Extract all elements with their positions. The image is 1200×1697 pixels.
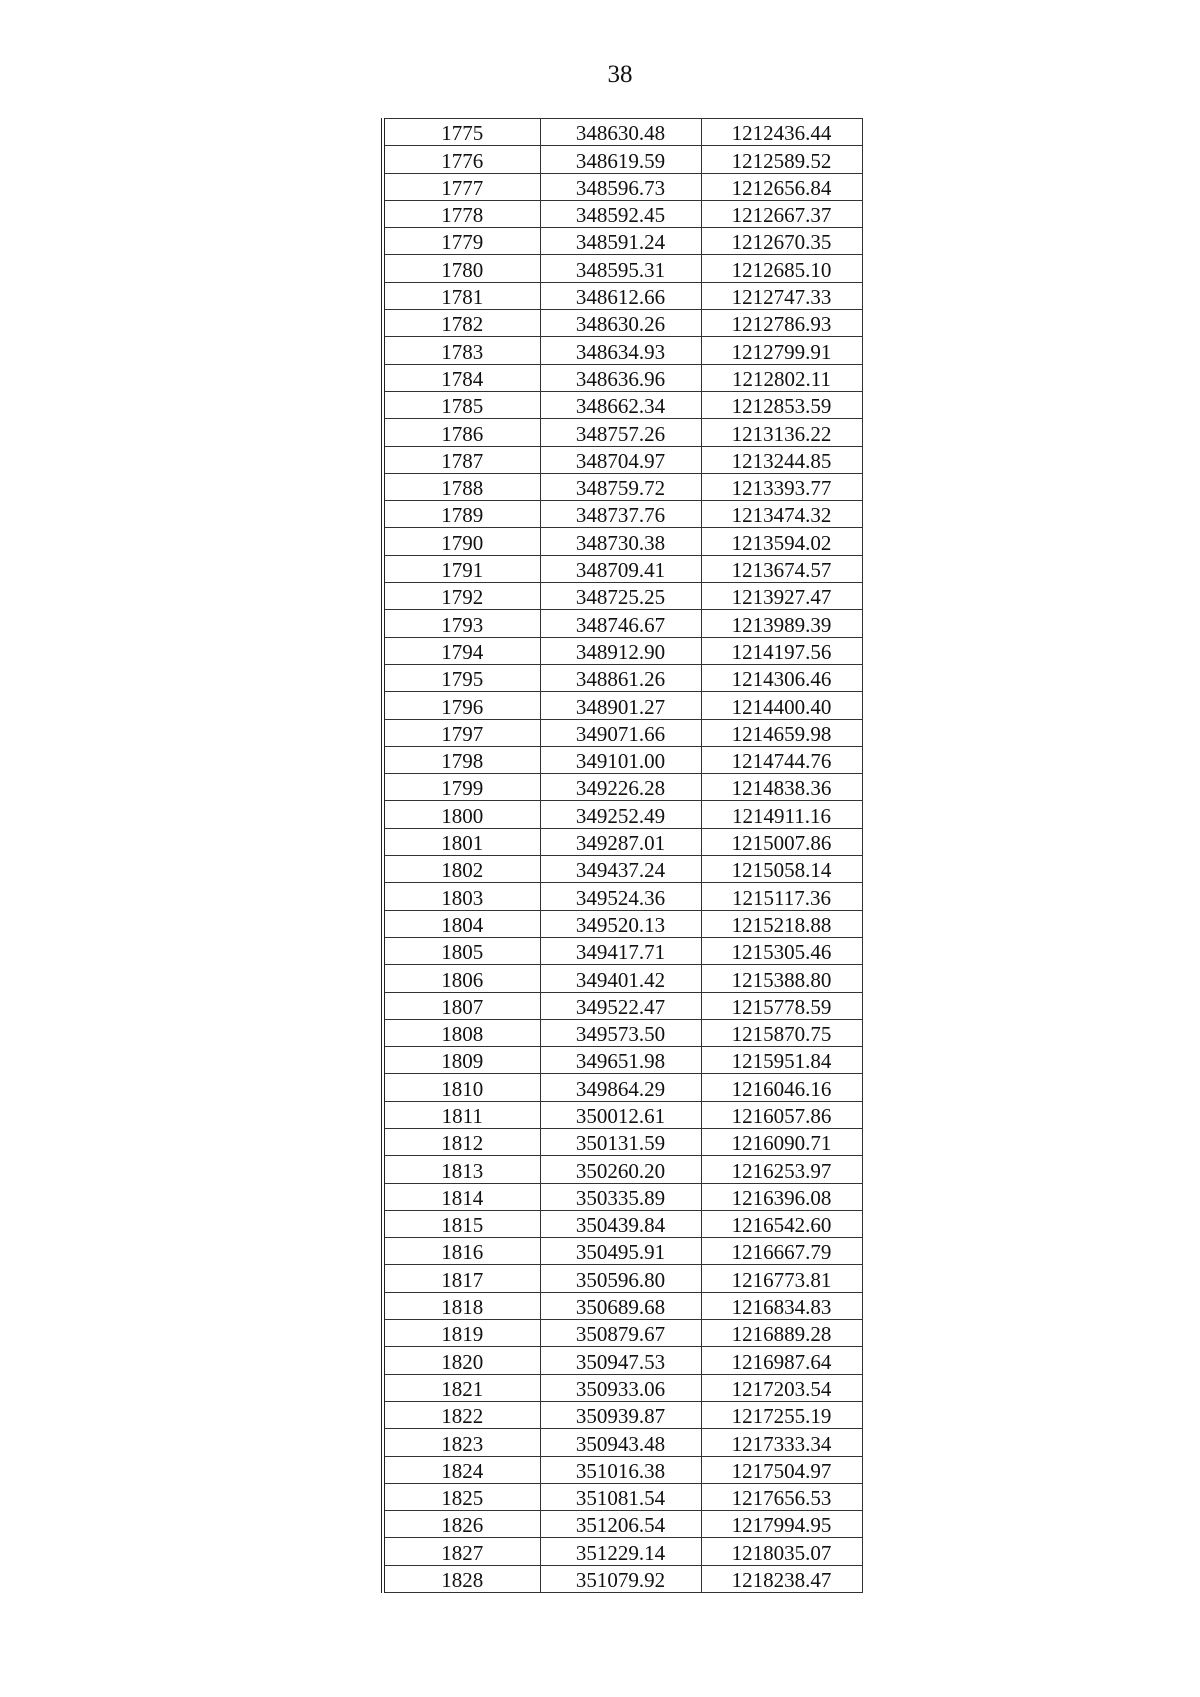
x-coordinate-cell: 348709.41: [540, 555, 701, 582]
table-row: [383, 282, 862, 309]
point-number-cell: 1827: [383, 1538, 540, 1565]
point-number-cell: 1797: [383, 719, 540, 746]
x-coordinate-cell: 350689.68: [540, 1292, 701, 1319]
table-row: [383, 255, 862, 282]
table-row: [383, 637, 862, 664]
point-number-cell: 1778: [383, 200, 540, 227]
table-row: [383, 801, 862, 828]
y-coordinate-cell: 1214197.56: [701, 637, 862, 664]
point-number-cell: 1822: [383, 1401, 540, 1428]
point-number-cell: 1825: [383, 1483, 540, 1510]
point-number-cell: 1814: [383, 1183, 540, 1210]
x-coordinate-cell: 348737.76: [540, 501, 701, 528]
x-coordinate-cell: 348596.73: [540, 173, 701, 200]
x-coordinate-cell: 349071.66: [540, 719, 701, 746]
table-row: [383, 173, 862, 200]
x-coordinate-cell: 348861.26: [540, 664, 701, 691]
table-row: [383, 1101, 862, 1128]
table-row: [383, 992, 862, 1019]
y-coordinate-cell: 1216542.60: [701, 1210, 862, 1237]
point-number-cell: 1804: [383, 910, 540, 937]
y-coordinate-cell: 1216253.97: [701, 1156, 862, 1183]
x-coordinate-cell: 349226.28: [540, 774, 701, 801]
x-coordinate-cell: 348595.31: [540, 255, 701, 282]
table-row: [383, 1265, 862, 1292]
table-row: [383, 1047, 862, 1074]
table-row: [383, 664, 862, 691]
x-coordinate-cell: 350939.87: [540, 1401, 701, 1428]
y-coordinate-cell: 1213244.85: [701, 446, 862, 473]
table-row: [383, 146, 862, 173]
point-number-cell: 1818: [383, 1292, 540, 1319]
table-row: [383, 1565, 862, 1592]
x-coordinate-cell: 349287.01: [540, 828, 701, 855]
x-coordinate-cell: 348730.38: [540, 528, 701, 555]
y-coordinate-cell: 1218035.07: [701, 1538, 862, 1565]
y-coordinate-cell: 1213989.39: [701, 610, 862, 637]
y-coordinate-cell: 1215305.46: [701, 937, 862, 964]
point-number-cell: 1796: [383, 692, 540, 719]
x-coordinate-cell: 350335.89: [540, 1183, 701, 1210]
x-coordinate-cell: 350012.61: [540, 1101, 701, 1128]
point-number-cell: 1807: [383, 992, 540, 1019]
table-row: [383, 1074, 862, 1101]
point-number-cell: 1798: [383, 746, 540, 773]
y-coordinate-cell: 1216057.86: [701, 1101, 862, 1128]
y-coordinate-cell: 1215058.14: [701, 856, 862, 883]
x-coordinate-cell: 351206.54: [540, 1511, 701, 1538]
point-number-cell: 1802: [383, 856, 540, 883]
point-number-cell: 1816: [383, 1238, 540, 1265]
x-coordinate-cell: 348704.97: [540, 446, 701, 473]
point-number-cell: 1819: [383, 1320, 540, 1347]
y-coordinate-cell: 1215007.86: [701, 828, 862, 855]
point-number-cell: 1792: [383, 583, 540, 610]
x-coordinate-cell: 349252.49: [540, 801, 701, 828]
x-coordinate-cell: 350495.91: [540, 1238, 701, 1265]
table-row: [383, 719, 862, 746]
y-coordinate-cell: 1217333.34: [701, 1429, 862, 1456]
point-number-cell: 1815: [383, 1210, 540, 1237]
x-coordinate-cell: 348725.25: [540, 583, 701, 610]
table-row: [383, 1238, 862, 1265]
x-coordinate-cell: 348757.26: [540, 419, 701, 446]
x-coordinate-cell: 348591.24: [540, 228, 701, 255]
point-number-cell: 1783: [383, 337, 540, 364]
table-row: [383, 1456, 862, 1483]
point-number-cell: 1800: [383, 801, 540, 828]
y-coordinate-cell: 1217203.54: [701, 1374, 862, 1401]
y-coordinate-cell: 1216090.71: [701, 1128, 862, 1155]
point-number-cell: 1786: [383, 419, 540, 446]
point-number-cell: 1803: [383, 883, 540, 910]
table-row: [383, 1483, 862, 1510]
table-row: [383, 337, 862, 364]
y-coordinate-cell: 1218238.47: [701, 1565, 862, 1592]
table-row: [383, 555, 862, 582]
table-row: [383, 1019, 862, 1046]
x-coordinate-cell: 350131.59: [540, 1128, 701, 1155]
x-coordinate-cell: 348636.96: [540, 364, 701, 391]
point-number-cell: 1810: [383, 1074, 540, 1101]
y-coordinate-cell: 1217255.19: [701, 1401, 862, 1428]
table-row: [383, 1511, 862, 1538]
x-coordinate-cell: 349573.50: [540, 1019, 701, 1046]
table-row: [383, 1156, 862, 1183]
y-coordinate-cell: 1213927.47: [701, 583, 862, 610]
table-row: [383, 883, 862, 910]
table-row: [383, 1538, 862, 1565]
x-coordinate-cell: 350947.53: [540, 1347, 701, 1374]
x-coordinate-cell: 349101.00: [540, 746, 701, 773]
table-row: [383, 228, 862, 255]
table-body: [383, 119, 862, 1593]
y-coordinate-cell: 1214400.40: [701, 692, 862, 719]
table-row: [383, 1320, 862, 1347]
point-number-cell: 1776: [383, 146, 540, 173]
point-number-cell: 1787: [383, 446, 540, 473]
table-row: [383, 746, 862, 773]
coordinates-table: [381, 118, 863, 1593]
y-coordinate-cell: 1212667.37: [701, 200, 862, 227]
table-row: [383, 610, 862, 637]
x-coordinate-cell: 349401.42: [540, 965, 701, 992]
x-coordinate-cell: 349524.36: [540, 883, 701, 910]
x-coordinate-cell: 349864.29: [540, 1074, 701, 1101]
point-number-cell: 1817: [383, 1265, 540, 1292]
point-number-cell: 1813: [383, 1156, 540, 1183]
x-coordinate-cell: 348630.26: [540, 310, 701, 337]
y-coordinate-cell: 1215388.80: [701, 965, 862, 992]
point-number-cell: 1781: [383, 282, 540, 309]
table-row: [383, 364, 862, 391]
table-row: [383, 119, 862, 146]
y-coordinate-cell: 1212685.10: [701, 255, 862, 282]
y-coordinate-cell: 1213474.32: [701, 501, 862, 528]
table-row: [383, 937, 862, 964]
point-number-cell: 1780: [383, 255, 540, 282]
x-coordinate-cell: 350439.84: [540, 1210, 701, 1237]
y-coordinate-cell: 1213674.57: [701, 555, 862, 582]
table-row: [383, 1128, 862, 1155]
x-coordinate-cell: 350879.67: [540, 1320, 701, 1347]
y-coordinate-cell: 1216773.81: [701, 1265, 862, 1292]
point-number-cell: 1789: [383, 501, 540, 528]
point-number-cell: 1795: [383, 664, 540, 691]
y-coordinate-cell: 1214306.46: [701, 664, 862, 691]
point-number-cell: 1788: [383, 473, 540, 500]
point-number-cell: 1805: [383, 937, 540, 964]
point-number-cell: 1820: [383, 1347, 540, 1374]
y-coordinate-cell: 1216834.83: [701, 1292, 862, 1319]
y-coordinate-cell: 1214744.76: [701, 746, 862, 773]
point-number-cell: 1809: [383, 1047, 540, 1074]
table-row: [383, 419, 862, 446]
y-coordinate-cell: 1212436.44: [701, 119, 862, 146]
table-row: [383, 692, 862, 719]
x-coordinate-cell: 351016.38: [540, 1456, 701, 1483]
table-row: [383, 391, 862, 418]
x-coordinate-cell: 351229.14: [540, 1538, 701, 1565]
x-coordinate-cell: 348592.45: [540, 200, 701, 227]
table-row: [383, 910, 862, 937]
table-row: [383, 856, 862, 883]
point-number-cell: 1806: [383, 965, 540, 992]
page-number: 38: [607, 61, 633, 88]
x-coordinate-cell: 348912.90: [540, 637, 701, 664]
table-row: [383, 1210, 862, 1237]
table-row: [383, 965, 862, 992]
y-coordinate-cell: 1212802.11: [701, 364, 862, 391]
y-coordinate-cell: 1212786.93: [701, 310, 862, 337]
point-number-cell: 1793: [383, 610, 540, 637]
table-row: [383, 774, 862, 801]
point-number-cell: 1821: [383, 1374, 540, 1401]
point-number-cell: 1775: [383, 119, 540, 146]
point-number-cell: 1794: [383, 637, 540, 664]
x-coordinate-cell: 350596.80: [540, 1265, 701, 1292]
table-row: [383, 1374, 862, 1401]
y-coordinate-cell: 1212853.59: [701, 391, 862, 418]
table-row: [383, 583, 862, 610]
y-coordinate-cell: 1213393.77: [701, 473, 862, 500]
table-row: [383, 446, 862, 473]
y-coordinate-cell: 1215778.59: [701, 992, 862, 1019]
x-coordinate-cell: 349520.13: [540, 910, 701, 937]
x-coordinate-cell: 349437.24: [540, 856, 701, 883]
y-coordinate-cell: 1215117.36: [701, 883, 862, 910]
x-coordinate-cell: 349522.47: [540, 992, 701, 1019]
x-coordinate-cell: 348662.34: [540, 391, 701, 418]
table-row: [383, 1347, 862, 1374]
point-number-cell: 1799: [383, 774, 540, 801]
point-number-cell: 1782: [383, 310, 540, 337]
x-coordinate-cell: 348759.72: [540, 473, 701, 500]
table-row: [383, 200, 862, 227]
x-coordinate-cell: 349651.98: [540, 1047, 701, 1074]
x-coordinate-cell: 351081.54: [540, 1483, 701, 1510]
y-coordinate-cell: 1212656.84: [701, 173, 862, 200]
y-coordinate-cell: 1216987.64: [701, 1347, 862, 1374]
table-row: [383, 528, 862, 555]
y-coordinate-cell: 1217656.53: [701, 1483, 862, 1510]
point-number-cell: 1828: [383, 1565, 540, 1592]
point-number-cell: 1790: [383, 528, 540, 555]
y-coordinate-cell: 1212589.52: [701, 146, 862, 173]
x-coordinate-cell: 348746.67: [540, 610, 701, 637]
y-coordinate-cell: 1213136.22: [701, 419, 862, 446]
table-row: [383, 828, 862, 855]
x-coordinate-cell: 348612.66: [540, 282, 701, 309]
table-row: [383, 1183, 862, 1210]
point-number-cell: 1823: [383, 1429, 540, 1456]
x-coordinate-cell: 350933.06: [540, 1374, 701, 1401]
table-row: [383, 473, 862, 500]
point-number-cell: 1777: [383, 173, 540, 200]
y-coordinate-cell: 1217994.95: [701, 1511, 862, 1538]
table-row: [383, 1292, 862, 1319]
y-coordinate-cell: 1214659.98: [701, 719, 862, 746]
point-number-cell: 1824: [383, 1456, 540, 1483]
y-coordinate-cell: 1214911.16: [701, 801, 862, 828]
y-coordinate-cell: 1215870.75: [701, 1019, 862, 1046]
y-coordinate-cell: 1215218.88: [701, 910, 862, 937]
table-row: [383, 501, 862, 528]
y-coordinate-cell: 1216889.28: [701, 1320, 862, 1347]
point-number-cell: 1826: [383, 1511, 540, 1538]
x-coordinate-cell: 349417.71: [540, 937, 701, 964]
point-number-cell: 1784: [383, 364, 540, 391]
point-number-cell: 1779: [383, 228, 540, 255]
y-coordinate-cell: 1214838.36: [701, 774, 862, 801]
point-number-cell: 1801: [383, 828, 540, 855]
point-number-cell: 1811: [383, 1101, 540, 1128]
y-coordinate-cell: 1216046.16: [701, 1074, 862, 1101]
x-coordinate-cell: 348619.59: [540, 146, 701, 173]
table-row: [383, 1401, 862, 1428]
y-coordinate-cell: 1217504.97: [701, 1456, 862, 1483]
y-coordinate-cell: 1216667.79: [701, 1238, 862, 1265]
x-coordinate-cell: 350943.48: [540, 1429, 701, 1456]
point-number-cell: 1808: [383, 1019, 540, 1046]
x-coordinate-cell: 348901.27: [540, 692, 701, 719]
y-coordinate-cell: 1212747.33: [701, 282, 862, 309]
table-row: [383, 1429, 862, 1456]
x-coordinate-cell: 348634.93: [540, 337, 701, 364]
y-coordinate-cell: 1212670.35: [701, 228, 862, 255]
point-number-cell: 1812: [383, 1128, 540, 1155]
y-coordinate-cell: 1213594.02: [701, 528, 862, 555]
table-row: [383, 310, 862, 337]
x-coordinate-cell: 350260.20: [540, 1156, 701, 1183]
point-number-cell: 1785: [383, 391, 540, 418]
x-coordinate-cell: 351079.92: [540, 1565, 701, 1592]
y-coordinate-cell: 1212799.91: [701, 337, 862, 364]
point-number-cell: 1791: [383, 555, 540, 582]
y-coordinate-cell: 1215951.84: [701, 1047, 862, 1074]
x-coordinate-cell: 348630.48: [540, 119, 701, 146]
y-coordinate-cell: 1216396.08: [701, 1183, 862, 1210]
